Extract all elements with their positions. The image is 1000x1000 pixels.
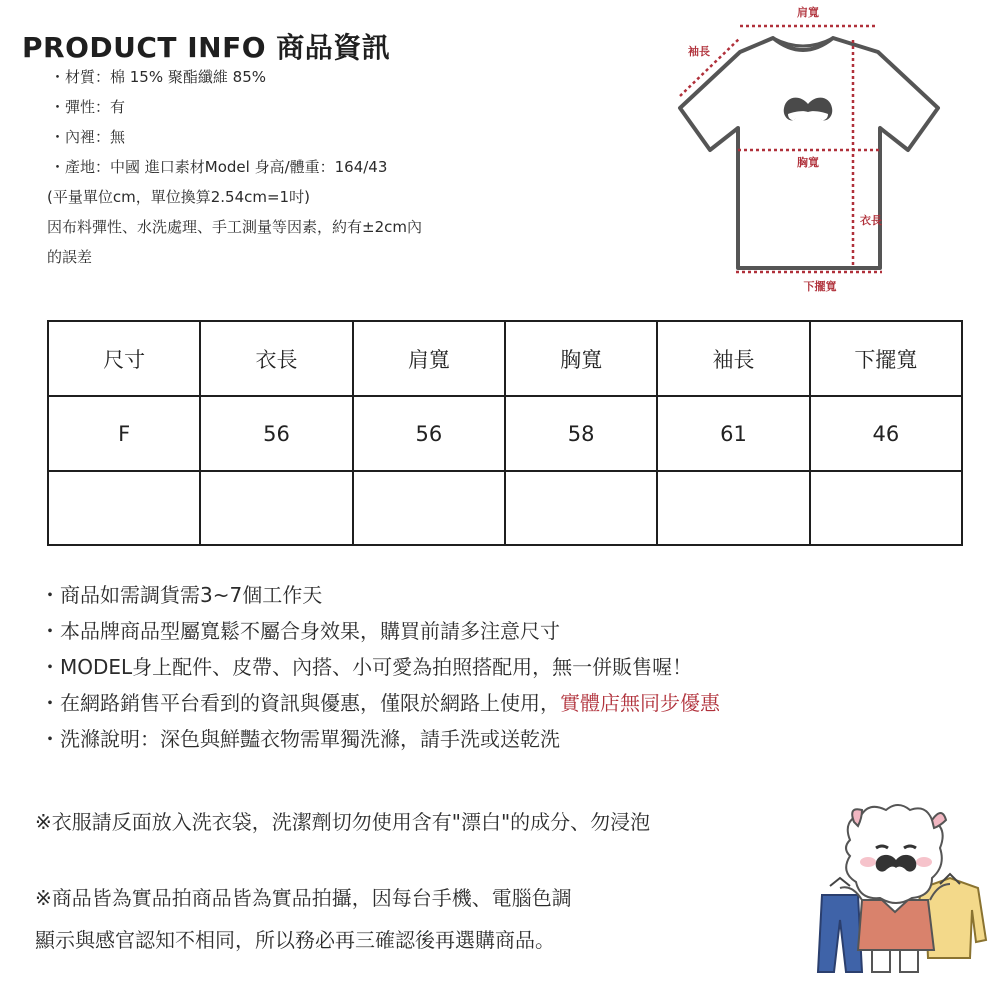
- measure-error-note-cont: 的誤差: [47, 248, 93, 266]
- tshirt-mustache-icon: [680, 38, 938, 268]
- cell-empty: [200, 471, 352, 545]
- header-sleeve: 袖長: [657, 321, 809, 396]
- color-disclaimer-cont: 顯示與感官認知不相同，所以務必再三確認後再選購商品。: [35, 928, 555, 952]
- cell-empty: [48, 471, 200, 545]
- label-chest: 胸寬: [797, 156, 819, 169]
- header-size: 尺寸: [48, 321, 200, 396]
- cell-empty: [657, 471, 809, 545]
- spec-elasticity: ・彈性：有: [50, 98, 126, 116]
- table-header-row: [48, 321, 962, 396]
- cell-empty: [810, 471, 962, 545]
- notes-list: [40, 580, 940, 760]
- spec-material: ・材質：棉 15% 聚酯纖維 85%: [50, 68, 266, 86]
- note-store-highlight: 實體店無同步優惠: [560, 691, 720, 715]
- cell-shoulder: 56: [353, 396, 505, 471]
- note-online-offer: [40, 688, 940, 724]
- header-length: 衣長: [200, 321, 352, 396]
- cell-length: 56: [200, 396, 352, 471]
- spec-lining: ・內裡：無: [50, 128, 126, 146]
- note-accessories: ・MODEL身上配件、皮帶、內搭、小可愛為拍照搭配用，無一併販售喔！: [40, 655, 693, 679]
- cell-sleeve: 61: [657, 396, 809, 471]
- header-hem: 下擺寬: [810, 321, 962, 396]
- cell-empty: [505, 471, 657, 545]
- size-table: [47, 320, 963, 546]
- page-title: PRODUCT INFO 商品資訊: [22, 31, 391, 64]
- label-hem: 下擺寬: [803, 280, 837, 293]
- cell-hem: 46: [810, 396, 962, 471]
- spec-list: [47, 66, 570, 276]
- measure-error-note: 因布料彈性、水洗處理、手工測量等因素，約有±2cm內: [47, 218, 422, 236]
- note-restock: ・商品如需調貨需3~7個工作天: [40, 583, 323, 607]
- cell-empty: [353, 471, 505, 545]
- measure-unit-note: (平量單位cm，單位換算2.54cm=1吋): [47, 188, 310, 206]
- alpaca-mascot-icon: [800, 800, 990, 975]
- table-row-empty: [48, 471, 962, 545]
- note-wash: ・洗滌說明：深色與鮮豔衣物需單獨洗滌，請手洗或送乾洗: [40, 727, 560, 751]
- spec-origin: ・產地：中國 進口素材Model 身高/體重：164/43: [50, 158, 388, 176]
- note-online-text: ・在網路銷售平台看到的資訊與優惠，僅限於網路上使用，: [40, 691, 560, 715]
- cell-chest: 58: [505, 396, 657, 471]
- care-instruction: ※衣服請反面放入洗衣袋，洗潔劑切勿使用含有"漂白"的成分、勿浸泡: [35, 810, 651, 834]
- table-row: [48, 396, 962, 471]
- header-chest: 胸寬: [505, 321, 657, 396]
- header-shoulder: 肩寬: [353, 321, 505, 396]
- cell-size: F: [48, 396, 200, 471]
- note-fit: ・本品牌商品型屬寬鬆不屬合身效果，購買前請多注意尺寸: [40, 619, 560, 643]
- label-shoulder: 肩寬: [797, 6, 819, 19]
- color-disclaimer: ※商品皆為實品拍商品皆為實品拍攝，因每台手機、電腦色調: [35, 886, 572, 910]
- label-sleeve: 袖長: [688, 45, 710, 58]
- label-length: 衣長: [860, 214, 882, 227]
- measurement-diagram: [668, 0, 968, 300]
